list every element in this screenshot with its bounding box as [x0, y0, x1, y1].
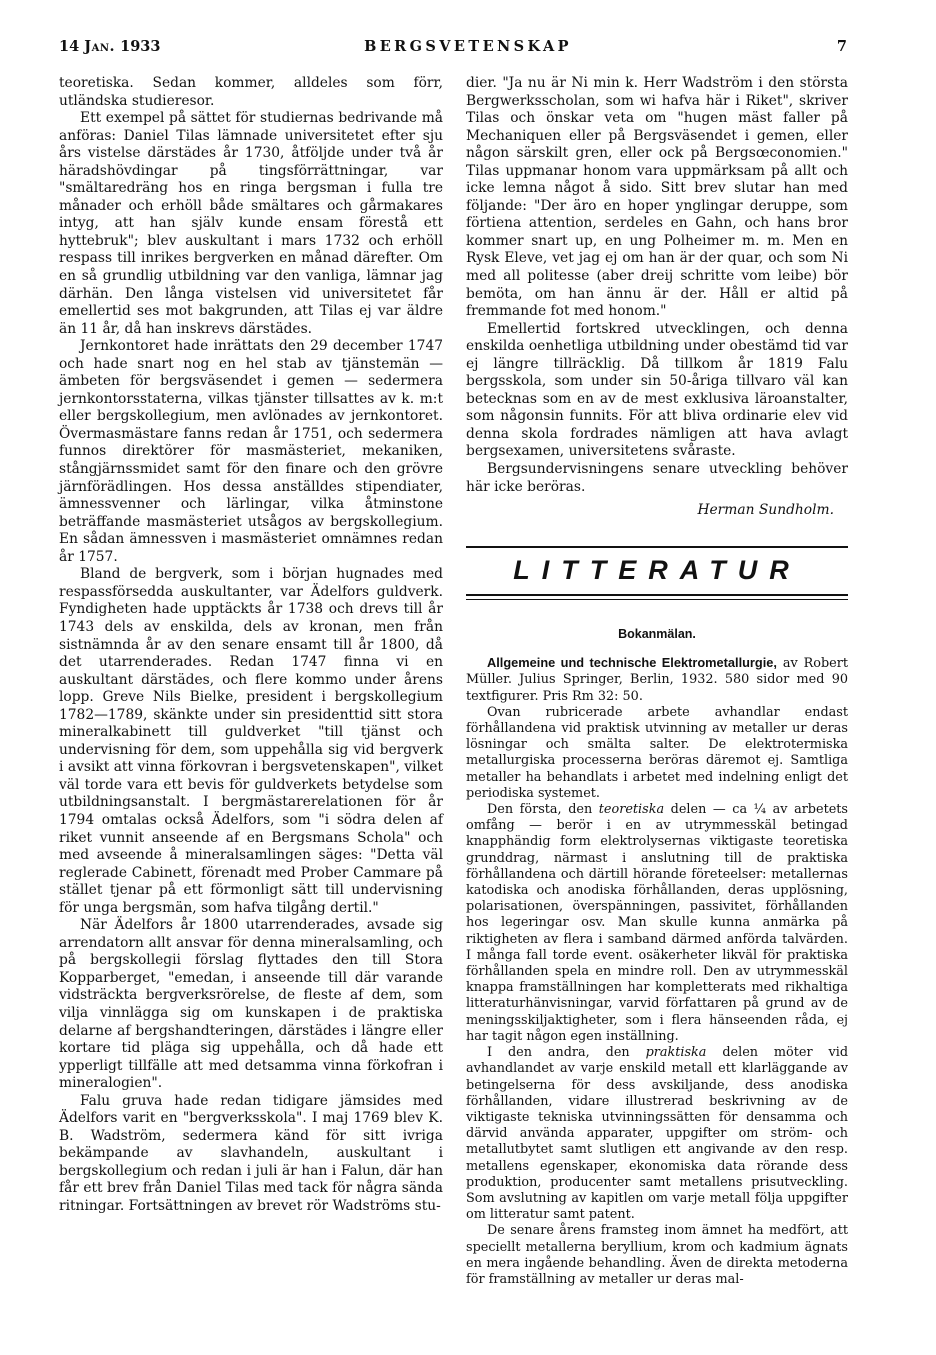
section-divider	[466, 599, 848, 600]
page-number: 7	[836, 38, 847, 55]
left-column	[59, 75, 443, 1216]
book-review	[466, 655, 848, 1288]
paragraph: Bland de bergverk, som i början hugnades med respassförsedda auskultanter, var Ädelfors guldverk. Fyndigheten hade upptäckts år 1738 och drevs till år 1743 dels av enskilda, dels av kronan, men från sistnämnda år av den senare ensamt till år 1800, då det utarrenderades. Redan 1747 finna vi en auskultant därstädes, och flere kommo under årens lopp. Greve Nils Bielke, president i bergskollegium 1782—1789, skänkte under sin presidenttid sitt stora mineralkabinett till guldverket "till tjänst och undervisning för dem, som uppehålla sig vid bergverk i avsikt att vinna förkovran i bergsvetenskapen", vilket väl torde vara ett bevis för guldverkets betydelse som utbildningsanstalt. I bergmästarerelationen för år 1794 omtalas också Ädelfors, som "i södra delen af riket vunnit anseende af en Bergsmans Schola" och med avseende å mineralsamlingen säges: "Detta väl reglerade Cabinett, förenadt med Prober Cammare på stället tjenar på ett förmonligt sätt till undervisning för unga bergsmän, som hafva tilgång dertil."	[59, 566, 443, 916]
paragraph: De senare årens framsteg inom ämnet ha medfört, att speciellt metallerna beryllium, krom och kadmium ägnats en mera ingående behandling. Även de direkta metoderna för framställning av metaller ur deras mal-	[466, 1223, 848, 1287]
paragraph: När Ädelfors år 1800 utarrenderades, avsade sig arrendatorn allt ansvar för denna mineralsamling, och på bergskollegii förslag flyttades den till Stora Kopparberget, "emedan, i anseende till där varande vidsträckta bergverksrörelse, de fleste af dem, som vilja vinnlägga sig om kunskapen i de praktiska delarne af bergshandteringen, därstädes i längre eller kortare tid pläga sig uppehålla, och då hade ett ypperligt tillfälle att med detsamma vinna förkofran i mineralogien".	[59, 917, 443, 1092]
section-title: LITTERATUR	[513, 554, 801, 585]
journal-title: BERGSVETENSKAP	[364, 38, 572, 55]
book-info: av Robert Müller. Julius Springer, Berlin, 1932. 580 sidor med 90 textfigurer. Pris Rm 32: 50.	[466, 656, 849, 704]
paragraph: I den andra, den praktiska delen möter vid avhandlandet av varje enskild metall ett klarläggande av betingelserna för dess avskiljande, dess anodiska förhållanden, vidare illustrerad beskrivning av de viktigaste tekniska utvinningssätten för densamma och därvid använda apparater, uppgifter om ström- och metallutbytet samt slutligen ett angivande av den resp. metallens egenskaper, ekonomiska data rörande dess produktion, producenter samt metallens prisutveckling. Som avslutning av kapitlen om varje metall följa uppgifter om litteratur samt patent.	[466, 1045, 849, 1223]
paragraph: Den första, den teoretiska delen — ca ¼ av arbetets omfång — berör i en av utrymmesskäl betingad knapphändig form elektrolysernas viktigaste teoretiska grunddrag, närmast i anslutning till de praktiska förhållandena och därtill hörande företeelser: metallernas katodiska och anodiska förhållanden, deras upplösning, polarisationen, överspänningen, passivitet, förhållanden hos legeringar osv. Man skulle kunna anmärka på riktigheten av flera i samband därmed anförda talvärden. I många fall torde event. osäkerheter likväl för praktiska förhållanden spela en mindre roll. Den av utrymmesskäl knappa framställningen har kompletterats med rikhaltiga litteraturhänvisningar, varvid författaren på grund av de meningsskiljaktigheter, som i flera hänseenden råda, ej har tagit någon egen inställning.	[466, 802, 849, 1044]
paragraph: Ovan rubricerade arbete avhandlar endast förhållandena vid praktisk utvinning av metaller ur deras lösningar och smälta salter. De elektrotermiska metallurgiska processerna beröras däremot ej. Samtliga metaller ha behandlats i arbetet med indelning enligt det periodiska systemet.	[466, 704, 848, 801]
paragraph: Bergsundervisningens senare utveckling behöver här icke beröras.	[466, 461, 848, 495]
paragraph: Falu gruva hade redan tidigare jämsides med Ädelfors varit en "bergverksskola". I maj 1769 blev K. B. Wadström, sedermera känd för sitt ivriga bekämpande av slavhandeln, auskultant i bergskollegium och redan i juli är han i Falun, där han får ett brev från Daniel Tilas med tack för några sända ritningar. Fortsättningen av brevet rör Wadströms stu-	[59, 1092, 443, 1214]
paragraph: Ett exempel på sättet för studiernas bedrivande må anföras: Daniel Tilas lämnade universitetet efter sju års vistelse därstädes år 1730, åtföljde under två år häradshövdingar på tingsförrättningar, var "smältaredräng hos en ringa bergsman i fulla tre månader och erhöll både smältares och gårmakares intyg, att han själv kunde ensam förestå ett hyttebruk"; blev auskultant i mars 1732 och erhöll respass till inrikes bergverken en månad därefter. Om en så grundlig utbildning var den vanliga, lämnar jag därhän. Den långa vistelsen vid universitetet får emellertid ses mot bakgrunden, att Tilas ej var äldre än 11 år, då han inskrevs därstädes.	[59, 110, 443, 337]
section-banner	[466, 546, 848, 596]
book-citation	[466, 655, 848, 705]
paragraph: Emellertid fortskred utvecklingen, och denna enskilda oenhetliga utbildning under obestämd tid var ej längre tillräcklig. Då tillkom år 1819 Falu bergsskola, som under sin 50-åriga tillvaro väl kan betecknas som en av de mest exklusiva läroanstalter, som någonsin funnits. För att bliva ordinarie elev vid denna skola fordrades nämligen att hava avlagt bergsexamen, universitetens svåraste.	[466, 320, 848, 460]
header-date: 14 Jan. 1933	[59, 38, 161, 55]
author-signature: Herman Sundholm.	[697, 502, 834, 519]
book-title: Allgemeine und technische Elektrometallurgie,	[487, 655, 777, 671]
paragraph: Jernkontoret hade inrättats den 29 december 1747 och hade snart nog en hel stab av tjänstemän — ämbeten för bergsväsendet i gemen — sedermera jernkontorsstaterna, vilkas tjänster tillsattes av k. m:t eller bergskollegium, men avlönades av jernkontoret. Övermasmästare fanns redan år 1751, och sedermera funnos direktörer för masmästeriet, mekaniken, stångjärnssmidet samt för den finare och den grövre järnförädlingen. Hos dessa anställdes stipendiater, ämnessvenner och lärlingar, vilka åtminstone beträffande masmästeriet utsågos av bergskollegium. En sådan ämnessven i masmästeriet omnämnes redan år 1757.	[59, 338, 443, 565]
review-heading: Bokanmälan.	[618, 626, 696, 641]
paragraph: teoretiska. Sedan kommer, alldeles som förr, utländska studieresor.	[59, 75, 443, 109]
paragraph: dier. "Ja nu är Ni min k. Herr Wadström i den största Bergwerksscholan, som wi hafva här i Riket", skriver Tilas och önskar veta om "hugen mäst faller på Mechaniquen eller på Bergsväsendet i gemen, eller någon särskilt gren, eller ock på Bergsœconomien." Tilas uppmanar honom vara uppmärksam på allt och icke lemna något å sido. Sitt brev slutar han med följande: "Der äro en hoper ynglingar deruppe, som förtiena attention, serdeles en Gahn, och hans bror kommer snart up, en ung Polheimer m. m. Men en Rysk Eleve, vet jag ej om han är der quar, och som Ni med all politesse (aber dreij schritte vom leibe) bör bemöta, om han ännu är der. Håll er altid på fremmande fot med honom."	[466, 75, 848, 320]
right-column	[466, 75, 848, 1288]
